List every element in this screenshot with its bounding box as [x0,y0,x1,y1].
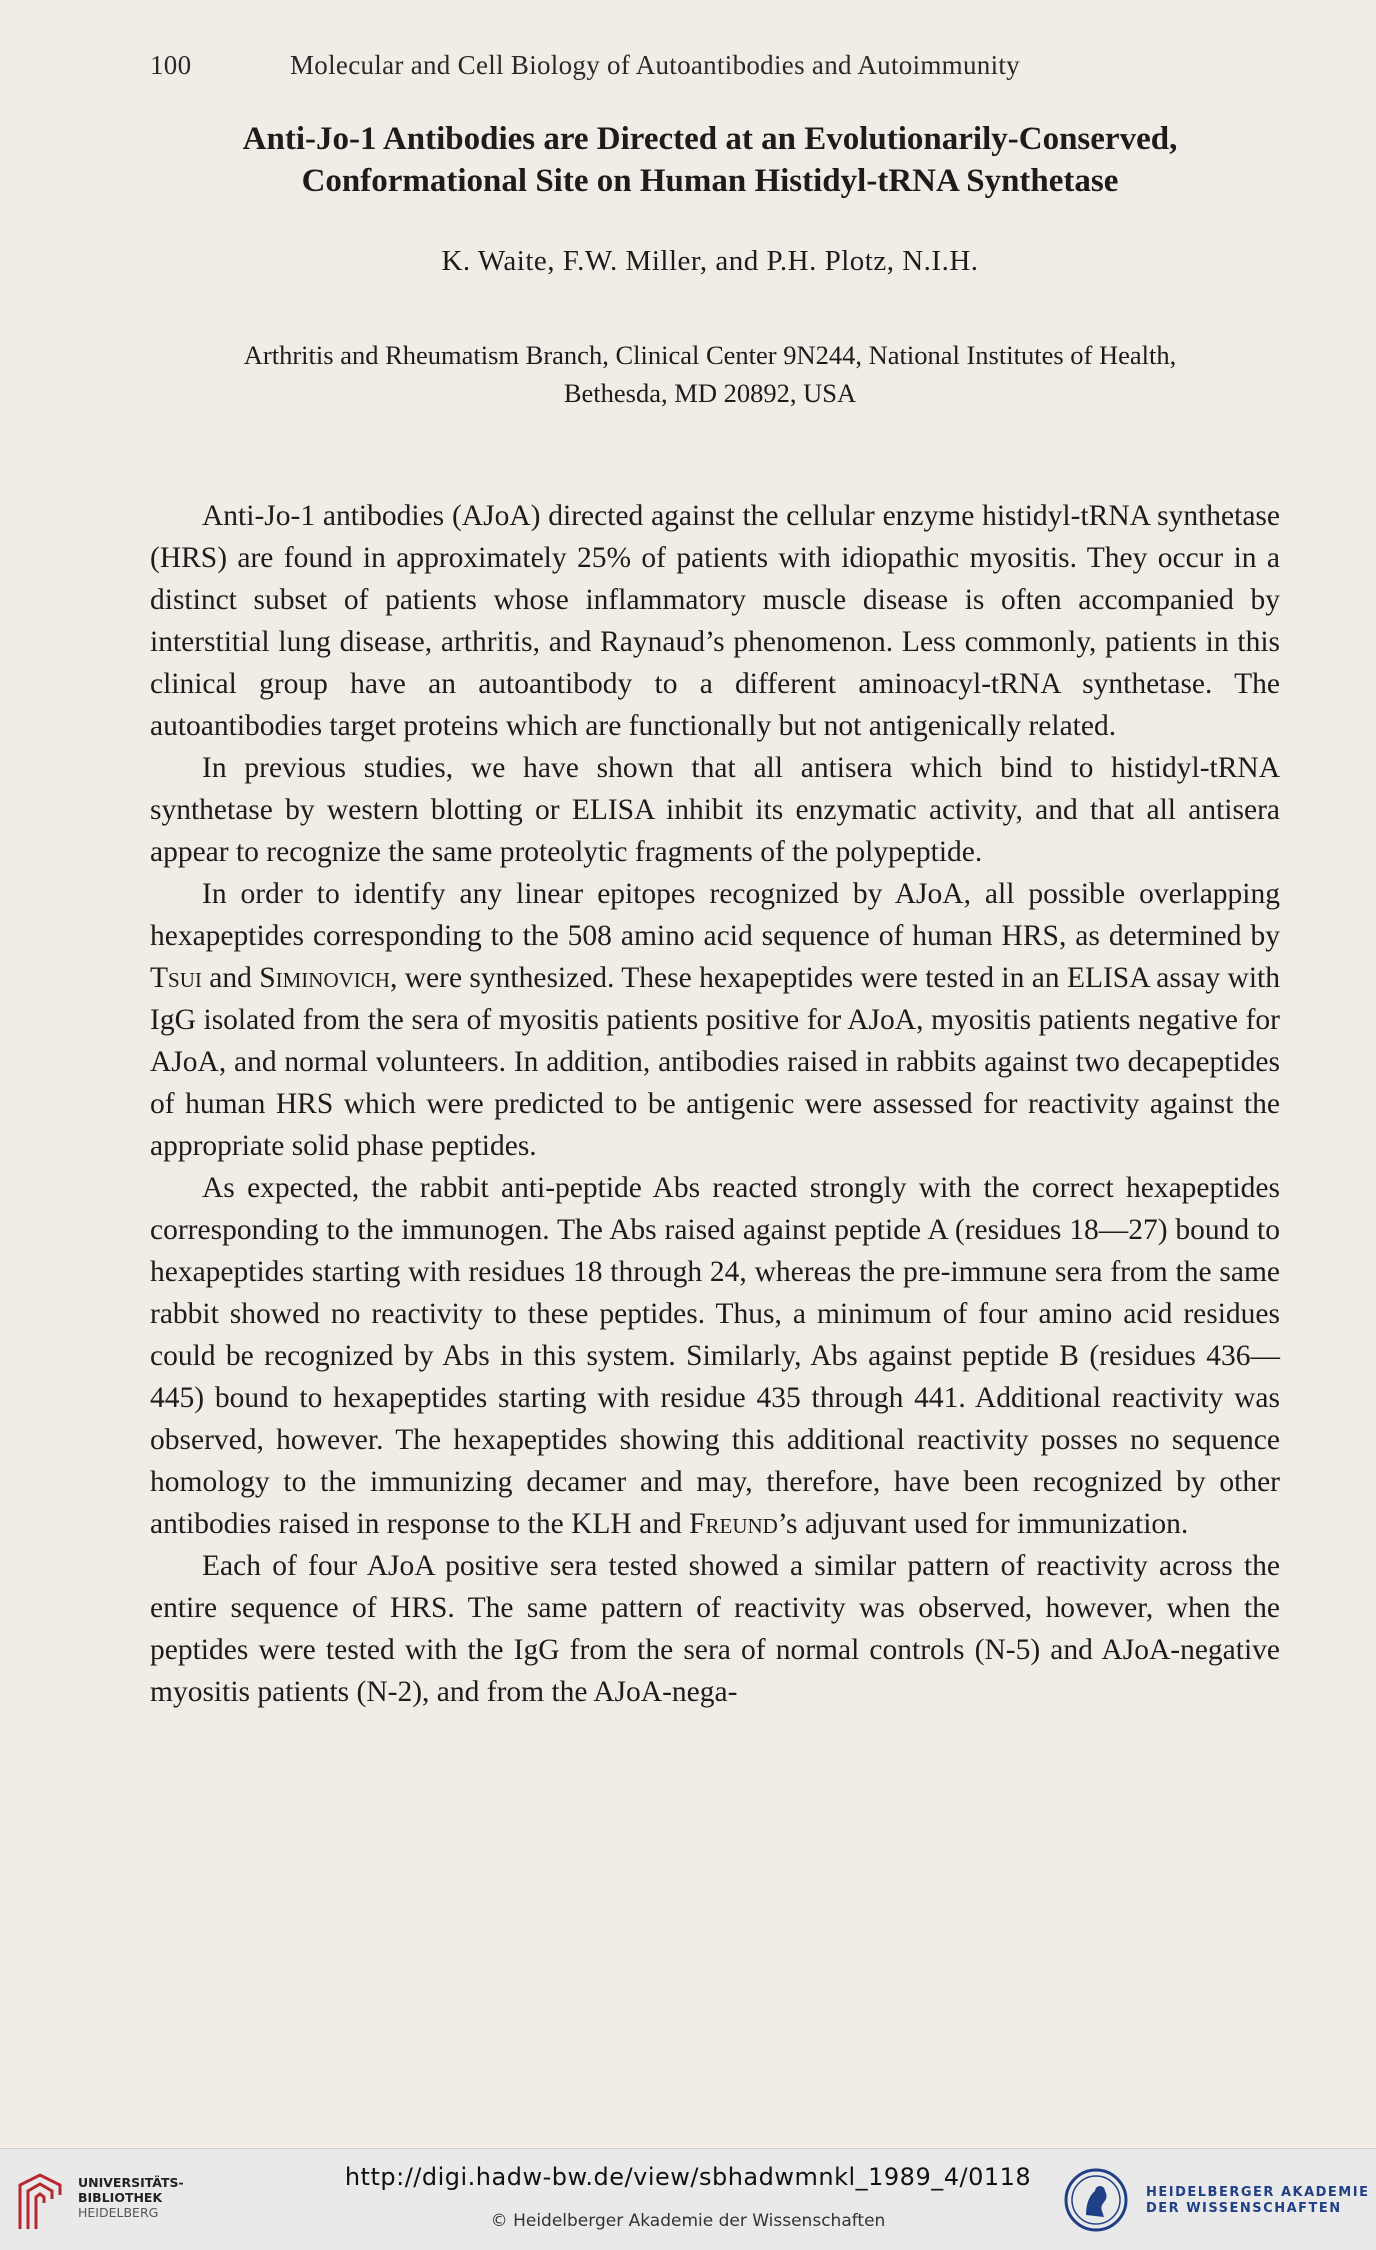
digitization-footer [0,2148,1376,2250]
paragraph-2: In previous studies, we have shown that all antisera which bind to histidyl-tRNA synthetase by western blotting or ELISA inhibit its enzymatic activity, and that all antisera appear to recognize the same proteolytic fragments of the polypeptide. [150,752,1280,868]
ub-line-1: UNIVERSITÄTS- [78,2175,184,2190]
affiliation-line-1: Arthritis and Rheumatism Branch, Clinical Center 9N244, National Institutes of Health, [243,340,1177,370]
paragraph-3-text-a: In order to identify any linear epitopes recognized by AJoA, all possible overlapping hexapeptides corresponding to the 508 amino acid sequence of human HRS, as determined by [150,878,1280,952]
paragraph-4 [150,1167,1280,1545]
copyright-notice: © Heidelberger Akademie der Wissenschaften [490,2211,886,2231]
paragraph-1: Anti-Jo-1 antibodies (AJoA) directed against the cellular enzyme histidyl-tRNA synthetase (HRS) are found in approximately 25% of patients with idiopathic myositis. They occur in a distinct subset of patients whose inflammatory muscle disease is often accompanied by interstitial lung disease, arthritis, and Raynaud’s phenomenon. Less commonly, patients in this clinical group have an autoantibody to a different aminoacyl-tRNA synthetase. The autoantibodies target proteins which are functionally but not antigenically related. [150,500,1280,742]
academy-line-1: HEIDELBERGER AKADEMIE [1146,2185,1370,2200]
title-line-1: Anti-Jo-1 Antibodies are Directed at an Evolutionarily-Conserved, [242,121,1178,157]
academy-seal-icon [1064,2167,1128,2233]
author-ref-tsui: Tsui [150,962,202,994]
paragraph-3-and: and [201,962,260,994]
paragraph-4-text-a: As expected, the rabbit anti-peptide Abs reacted strongly with the correct hexapeptides corresponding to the immunogen. The Abs raised against peptide A (residues 18—27) bound to hexapeptides starting with residues 18 through 24, whereas the pre-immune sera from the same rabbit showed no reactivity to these peptides. Thus, a minimum of four amino acid residues could be recognized by Abs in this system. Similarly, Abs against peptide B (residues 436—445) bound to hexapeptides starting with residue 435 through 441. Additional reactivity was observed, however. The hexapeptides showing this additional reactivity posses no sequence homology to the immunizing decamer and may, therefore, have been recognized by other antibodies raised in response to the KLH and [150,1172,1280,1540]
university-library-logo-icon [14,2171,66,2231]
ub-line-2: BIBLIOTHEK [78,2190,163,2205]
running-header [150,50,1280,81]
author-ref-siminovich: Siminovich [259,962,390,994]
paragraph-4-text-b: ’s adjuvant used for immunization. [777,1508,1189,1540]
academy-line-2: DER WISSENSCHAFTEN [1146,2201,1342,2216]
author-list: K. Waite, F.W. Miller, and P.H. Plotz, N.I.H. [441,245,979,277]
running-title: Molecular and Cell Biology of Autoantibodies and Autoimmunity [290,50,1020,80]
article-title [140,118,1280,202]
title-line-2: Conformational Site on Human Histidyl-tRNA Synthetase [301,163,1119,199]
affiliation-line-2: Bethesda, MD 20892, USA [563,378,857,408]
academy-name [1146,2185,1369,2217]
paragraph-3-text-b: , were synthesized. These hexapeptides were tested in an ELISA assay with IgG isolated from the sera of myositis patients positive for AJoA, myositis patients negative for AJoA, and normal volunteers. In addition, antibodies raised in rabbits against two decapeptides of human HRS which were predicted to be antigenic were assessed for reactivity against the appropriate solid phase peptides. [150,962,1281,1162]
university-library-name [78,2175,184,2220]
paragraph-3 [150,873,1280,1167]
author-ref-freund: Freund [689,1508,778,1540]
paragraph-5: Each of four AJoA positive sera tested showed a similar pattern of reactivity across the entire sequence of HRS. The same pattern of reactivity was observed, however, when the peptides were tested with the IgG from the sera of normal controls (N-5) and AJoA-negative myositis patients (N-2), and from the AJoA-nega- [150,1550,1280,1708]
ub-line-3: HEIDELBERG [78,2205,159,2220]
permalink-url[interactable]: http://digi.hadw-bw.de/view/sbhadwmnkl_1989_4/0118 [344,2163,1032,2191]
article-body [150,495,1280,1713]
page-number: 100 [150,50,192,80]
affiliation [140,336,1280,412]
